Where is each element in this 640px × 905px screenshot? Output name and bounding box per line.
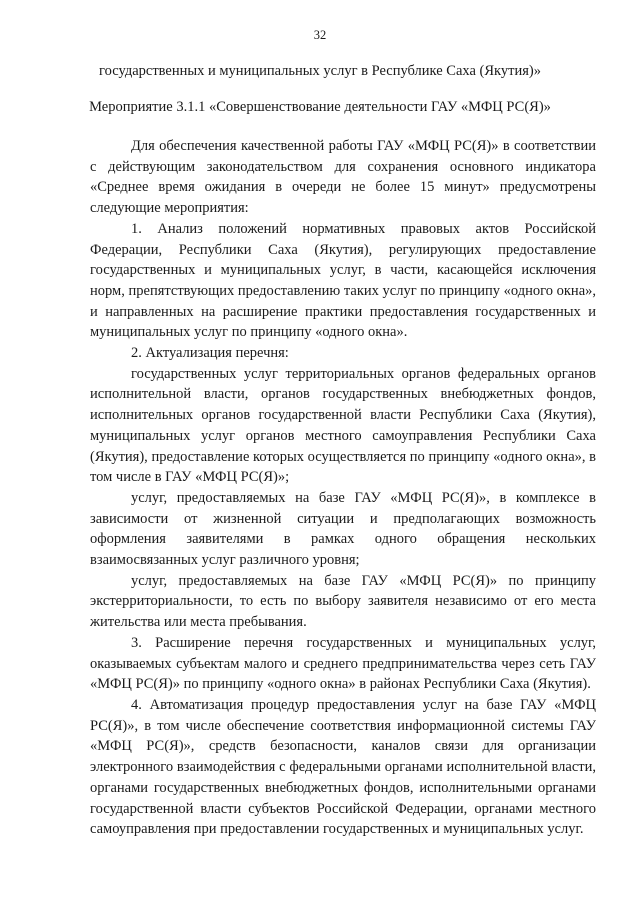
- paragraph-item-3: 3. Расширение перечня государственных и муниципальных услуг, оказываемых субъектам малого и среднего предпринимательства через сеть ГАУ «МФЦ РС(Я)» по принципу «одного окна» в районах Республики Саха (Якутия).: [90, 634, 596, 693]
- paragraph-item-2-a: государственных услуг территориальных органов федеральных органов исполнительной власти, органов государственных внебюджетных фондов, исполнительных органов государственной власти Республики Саха (Якутия), муниципальных услуг органов местного самоуправления Республики Саха (Якутия), предоставление которых осуществляется по принципу «одного окна», в том числе в ГАУ «МФЦ РС(Я)»;: [90, 365, 596, 486]
- paragraph-item-2-c: услуг, предоставляемых на базе ГАУ «МФЦ РС(Я)» по принципу экстерриториальности, то есть по выбору заявителя независимо от его места жительства или места пребывания.: [90, 572, 596, 631]
- paragraph-item-2-b: услуг, предоставляемых на базе ГАУ «МФЦ РС(Я)», в комплексе в зависимости от жизненной ситуации и предполагающих возможность оформления заявителями в рамках одного обращения нескольких взаимосвязанных услуг различного уровня;: [90, 489, 596, 569]
- paragraph-item-4: 4. Автоматизация процедур предоставления услуг на базе ГАУ «МФЦ РС(Я)», в том числе обеспечение соответствия информационной системы ГАУ «МФЦ РС(Я)», средств безопасности, каналов связи для организации электронного взаимодействия с федеральными органами исполнительной власти, органами государственных внебюджетных фондов, исполнительными органами государственной власти субъектов Российской Федерации, органами местного самоуправления при предоставлении государственных и муниципальных услуг.: [90, 696, 596, 838]
- heading-line-1: государственных и муниципальных услуг в Республике Саха (Якутия)»: [99, 63, 541, 79]
- body-text: [90, 136, 596, 840]
- heading-line-2: Мероприятие 3.1.1 «Совершенствование деятельности ГАУ «МФЦ РС(Я)»: [89, 99, 551, 115]
- paragraph-intro: Для обеспечения качественной работы ГАУ «МФЦ РС(Я)» в соответствии с действующим законодательством для сохранения основного индикатора «Среднее время ожидания в очереди не более 15 минут» предусмотрены следующие мероприятия:: [90, 138, 596, 217]
- paragraph-item-2: 2. Актуализация перечня:: [131, 345, 289, 362]
- page-number: 32: [313, 28, 327, 42]
- paragraph-item-1: 1. Анализ положений нормативных правовых актов Российской Федерации, Республики Саха (Якутия), регулирующих предоставление государственных и муниципальных услуг, в части, касающейся исключения норм, препятствующих предоставлению таких услуг по принципу «одного окна», и направленных на расширение практики предоставления государственных и муниципальных услуг по принципу «одного окна».: [90, 220, 596, 341]
